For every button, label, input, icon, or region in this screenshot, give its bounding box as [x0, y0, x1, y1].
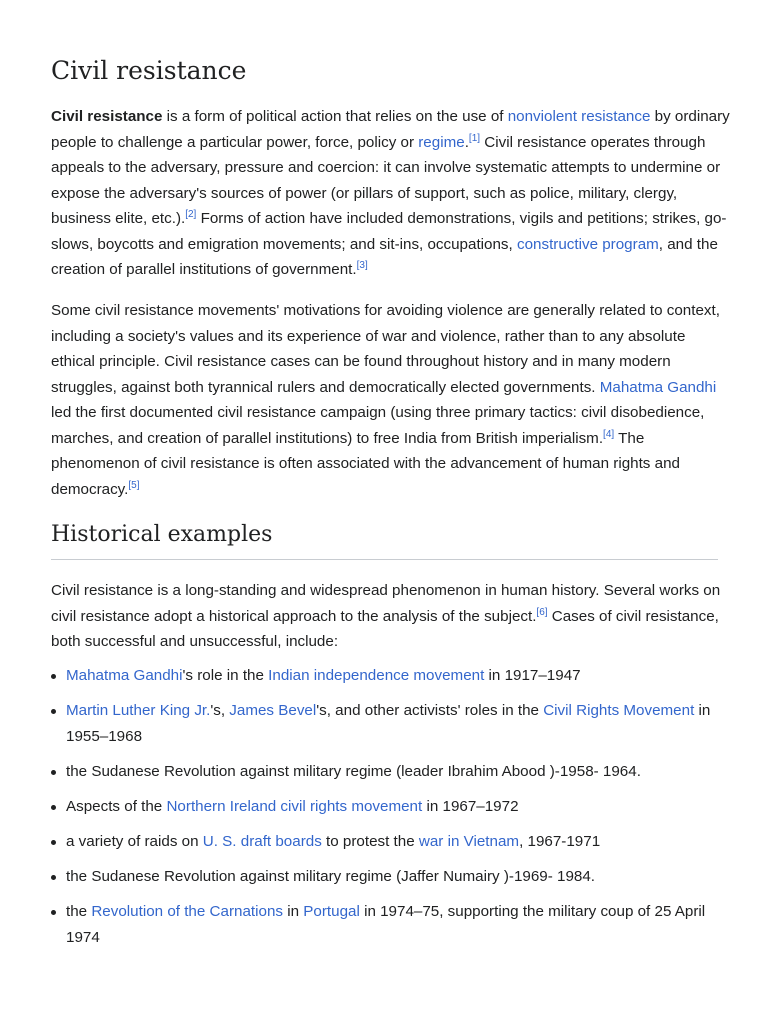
link-portugal[interactable]: Portugal [303, 903, 360, 920]
citation-6[interactable]: [6] [536, 606, 548, 618]
text-run: 's, and other activists' roles in the [316, 702, 544, 719]
section-heading-historical-examples: Historical examples [51, 522, 718, 560]
text-run: is a form of political action that relies on the use of [162, 108, 508, 125]
list-item [51, 829, 718, 855]
history-paragraph [51, 578, 731, 655]
text-run: Civil resistance is a long-standing and widespread phenomenon in human history. Several works on civil resistance adopt a historical approach to the analysis of the subject. [51, 582, 721, 625]
text-run: 's role in the [182, 667, 269, 684]
list-item [51, 864, 718, 890]
text-run: in 1917–1947 [484, 667, 581, 684]
text-run: by ordinary people to challenge a particular power, force, policy or [51, 108, 730, 151]
text-run: in 1967–1972 [422, 798, 519, 815]
list-item [51, 899, 718, 951]
link-indian-independence-movement[interactable]: Indian independence movement [268, 667, 485, 684]
citation-4[interactable]: [4] [603, 428, 615, 440]
context-paragraph [51, 298, 731, 502]
text-run: Cases of civil resistance, both successful and unsuccessful, include: [51, 607, 719, 650]
list-item [51, 663, 718, 689]
list-item [51, 794, 718, 820]
page-title: Civil resistance [51, 56, 247, 85]
link-us-draft-boards[interactable]: U. S. draft boards [202, 833, 322, 850]
link-revolution-of-the-carnations[interactable]: Revolution of the Carnations [91, 903, 283, 920]
citation-2[interactable]: [2] [185, 209, 197, 220]
link-nonviolent-resistance[interactable]: nonviolent resistance [507, 108, 651, 125]
text-run: in 1955–1968 [66, 702, 711, 745]
link-mahatma-gandhi[interactable]: Mahatma Gandhi [599, 378, 717, 396]
text-run: the [66, 903, 92, 920]
link-regime[interactable]: regime [418, 133, 465, 151]
text-run: the Sudanese Revolution against military regime (Jaffer Numairy )-1969- 1984. [66, 868, 596, 885]
text-run: led the first documented civil resistance campaign (using three primary tactics: civil disobedience, marches, and creation of parallel institutions) to free India from British imperialism. [51, 404, 705, 447]
citation-1[interactable]: [1] [468, 132, 481, 144]
intro-paragraph [51, 104, 731, 283]
text-run: The phenomenon of civil resistance is often associated with the advancement of human rights and democracy. [51, 429, 680, 498]
link-james-bevel[interactable]: James Bevel [229, 702, 317, 719]
text-run: Aspects of the [66, 798, 167, 815]
text-run: in [283, 903, 304, 920]
text-run: . [464, 133, 469, 151]
link-war-in-vietnam[interactable]: war in Vietnam [418, 833, 520, 850]
link-martin-luther-king[interactable]: Martin Luther King Jr. [66, 702, 211, 719]
examples-list [51, 663, 718, 960]
link-civil-rights-movement[interactable]: Civil Rights Movement [543, 702, 695, 719]
text-run: Some civil resistance movements' motivations for avoiding violence are generally related to context, including a society's values and its experience of war and violence, rather than to any absolute ethical principle. Civil resistance cases can be found throughout history and in many modern struggles, against both tyrannical rulers and democratically elected governments. [51, 302, 720, 396]
text-run: 's, [210, 702, 230, 719]
bold-term: Civil resistance [51, 108, 163, 125]
text-run: Forms of action have included demonstrations, vigils and petitions; strikes, go-slows, boycotts and emigration movements; and sit-ins, occupations, [51, 210, 727, 253]
link-northern-ireland-civil-rights[interactable]: Northern Ireland civil rights movement [166, 798, 423, 815]
text-run: the Sudanese Revolution against military regime (leader Ibrahim Abood )-1958- 1964. [66, 763, 641, 780]
text-run: , and the creation of parallel institutions of government. [51, 235, 718, 278]
text-run: to protest the [321, 833, 419, 850]
text-run: in 1974–75, supporting the military coup of 25 April 1974 [66, 903, 706, 946]
list-item [51, 698, 718, 750]
citation-5[interactable]: [5] [128, 479, 140, 491]
link-mahatma-gandhi[interactable]: Mahatma Gandhi [66, 667, 183, 684]
text-run: Civil resistance operates through appeals to the adversary, pressure and coercion: it can involve systematic attempts to undermine or expose the adversary's sources of power (or pillars of support, such as police, military, clergy, business elite, etc.). [51, 133, 721, 227]
list-item [51, 759, 718, 785]
link-constructive-program[interactable]: constructive program [516, 235, 659, 253]
text-run: a variety of raids on [66, 833, 203, 850]
text-run: , 1967-1971 [519, 833, 601, 850]
citation-3[interactable]: [3] [356, 260, 368, 271]
